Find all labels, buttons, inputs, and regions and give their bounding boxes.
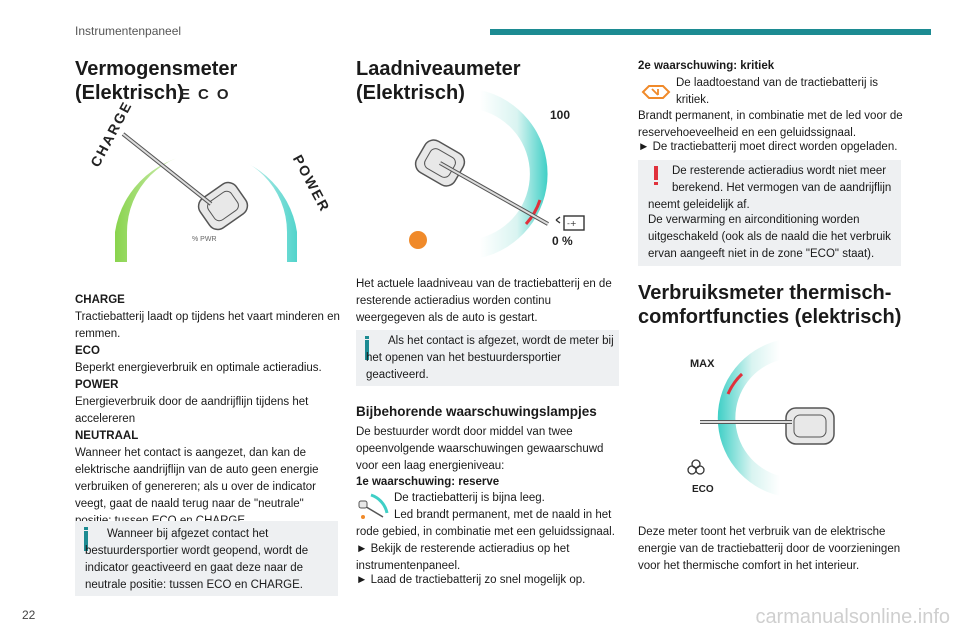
warning2-line2: kritiek.: [676, 94, 710, 106]
warning1-action2: ► Laad de tractiebatterij zo snel mogelijk op.: [356, 574, 586, 586]
gauge-max-label: 100: [550, 108, 571, 122]
charge-meter-intro: Het actuele laadniveau van de tractiebatterij en de resterende actieradius worden continu weergegeven als de auto is gestart.: [356, 278, 612, 324]
thermal-gauge-eco-label: ECO: [692, 484, 714, 495]
header-accent-bar: [490, 29, 931, 35]
watermark: carmanualsonline.info: [755, 606, 950, 628]
alert-line2: berekend. Het vermogen van de aandrijflijn: [672, 182, 892, 194]
charge-title: CHARGE: [75, 294, 125, 306]
warning1-action1: ► Bekijk de resterende actieradius op het instrumentenpaneel.: [356, 543, 570, 572]
warning1-line1: De tractiebatterij is bijna leeg.: [394, 492, 545, 504]
info-note-col2: [356, 330, 619, 386]
gauge-power-label: POWER: [289, 152, 334, 216]
alert-line3: neemt geleidelijk af.: [648, 199, 750, 211]
warning2-action: ► De tractiebatterij moet direct worden opgeladen.: [638, 141, 898, 153]
thermal-meter-text: Deze meter toont het verbruik van de elektrische energie van de tractiebatterij door de voorzieningen voor het thermische comfort in het interieur.: [638, 526, 901, 572]
page-number: 22: [22, 608, 36, 622]
warning2-title: 2e waarschuwing: kritiek: [638, 60, 775, 72]
power-title: POWER: [75, 379, 119, 391]
battery-icon: [556, 216, 584, 230]
power-text: Energieverbruik door de aandrijflijn tijdens het accelereren: [75, 396, 309, 425]
subheading-warning-lights: Bijbehorende waarschuwingslampjes: [356, 404, 597, 419]
warning-intro: De bestuurder wordt door middel van twee opeenvolgende waarschuwingen gewaarschuwd voor een laag energieniveau:: [356, 426, 604, 472]
gauge-eco-label: ECO: [180, 86, 237, 103]
section-heading-thermal-meter: Verbruiksmeter thermisch-comfortfuncties (elektrisch): [638, 282, 902, 328]
section-heading-power-meter: Vermogensmeter (Elektrisch): [75, 58, 238, 104]
warning2-line3: Brandt permanent, in combinatie met de led voor de reservehoeveelheid en een geluidssignaal.: [638, 110, 903, 139]
alert-note-col3: [638, 160, 901, 266]
section-heading-charge-meter: Laadniveaumeter (Elektrisch): [356, 58, 521, 104]
svg-text:-+: -+: [567, 219, 577, 228]
header-title: Instrumentenpaneel: [75, 24, 182, 38]
warning2-line1: De laadtoestand van de tractiebatterij is: [676, 77, 879, 89]
alert-line1: De resterende actieradius wordt niet meer: [672, 165, 887, 177]
battery-reserve-needle-icon: [357, 493, 389, 521]
charge-text: Tractiebatterij laadt op tijdens het vaart minderen en remmen.: [75, 311, 340, 340]
warning1-line2: Led brandt permanent, met de naald in het: [394, 509, 612, 521]
warning1-title: 1e waarschuwing: reserve: [356, 476, 500, 488]
thermal-gauge-max-label: MAX: [690, 358, 715, 370]
neutraal-title: NEUTRAAL: [75, 430, 139, 442]
gauge-unit-label: % PWR: [192, 236, 217, 243]
eco-text: Beperkt energieverbruik en optimale actieradius.: [75, 362, 322, 374]
eco-title: ECO: [75, 345, 100, 357]
fan-icon: [688, 460, 704, 474]
battery-critical-warning-icon: [640, 80, 672, 104]
info-note-text: Wanneer bij afgezet contact het bestuurdersportier wordt geopend, wordt de indicator geactiveerd en gaat deze naar de neutrale positie: tussen ECO en CHARGE.: [85, 528, 309, 591]
gauge-charge-label: CHARGE: [87, 97, 136, 170]
alert-icon: [654, 166, 658, 180]
info-note-text: Als het contact is afgezet, wordt de meter bij het openen van het bestuurdersportier geactiveerd.: [366, 335, 614, 381]
warning1-line3: rode gebied, in combinatie met een geluidssignaal.: [356, 526, 615, 538]
alert-line4: De verwarming en airconditioning worden uitgeschakeld (ook als de naald die het verbruik ervan aangeeft niet in de zone "ECO" staat).: [648, 214, 891, 260]
alert-icon-dot: [654, 182, 658, 185]
neutraal-text: Wanneer het contact is aangezet, dan kan de elektrische aandrijflijn van de auto geen energie verbruiken of genereren; als u over de indicator veegt, gaat de naald terug naar de "neutrale": [75, 447, 319, 510]
info-note-col1: [75, 521, 338, 596]
gauge-min-label: 0 %: [552, 234, 573, 248]
